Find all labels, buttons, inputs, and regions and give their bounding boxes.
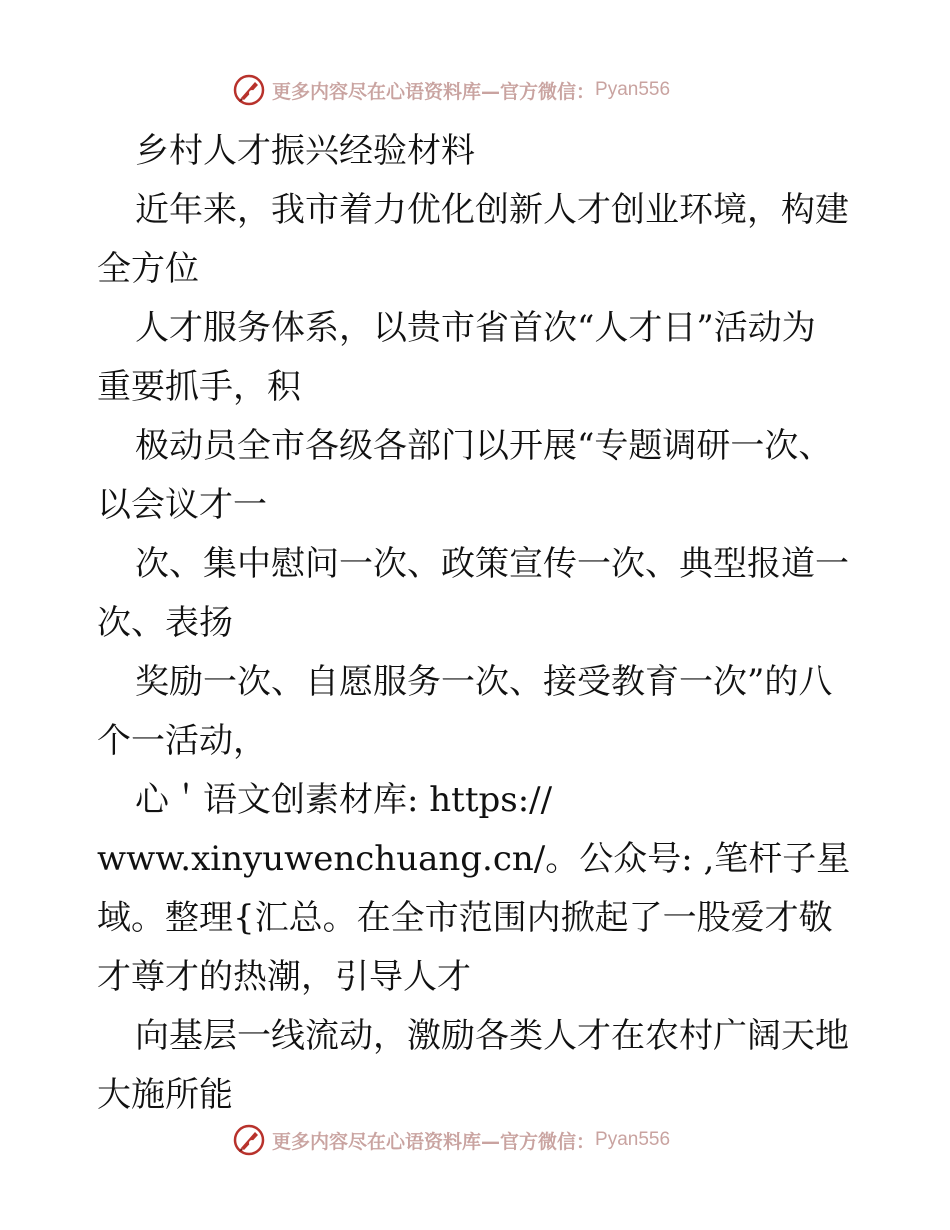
text-line: 奖励一次、自愿服务一次、接受教育一次”的八: [135, 662, 833, 702]
pen-logo-icon: [232, 1123, 266, 1157]
text-line: 以会议才一: [97, 485, 267, 525]
text-line: www.xinyuwenchuang.cn/。公众号: ,笔杆子星: [97, 839, 851, 879]
pen-logo-icon: [232, 73, 266, 107]
text-line: 个一活动，: [97, 721, 267, 761]
text-line: 近年来，我市着力优化创新人才创业环境，构建: [135, 190, 849, 230]
header-banner: [232, 70, 670, 110]
text-line: 心＇语文创素材库: https://: [135, 780, 553, 820]
text-line: 次、表扬: [97, 603, 233, 643]
footer-banner: [232, 1120, 670, 1160]
text-line: 极动员全市各级各部门以开展“专题调研一次、: [135, 426, 833, 466]
document-body: [97, 122, 857, 1125]
banner-text: 更多内容尽在心语资料库—官方微信：: [272, 1130, 596, 1153]
text-line: 重要抓手，积: [97, 367, 301, 407]
text-line: 域。整理{汇总。在全市范围内掀起了一股爱才敬: [97, 898, 833, 938]
text-line: 次、集中慰问一次、政策宣传一次、典型报道一: [135, 544, 849, 584]
text-line: 全方位: [97, 249, 199, 289]
document-title: 乡村人才振兴经验材料: [135, 131, 475, 171]
banner-wechat-id: Pyan556: [595, 79, 671, 100]
text-line: 大施所能: [97, 1075, 233, 1115]
banner-wechat-id: Pyan556: [595, 1129, 671, 1150]
text-line: 向基层一线流动，激励各类人才在农村广阔天地: [135, 1016, 849, 1056]
text-line: 人才服务体系，以贵市省首次“人才日”活动为: [135, 308, 816, 348]
text-line: 才尊才的热潮，引导人才: [97, 957, 471, 997]
banner-text: 更多内容尽在心语资料库—官方微信：: [272, 80, 596, 103]
